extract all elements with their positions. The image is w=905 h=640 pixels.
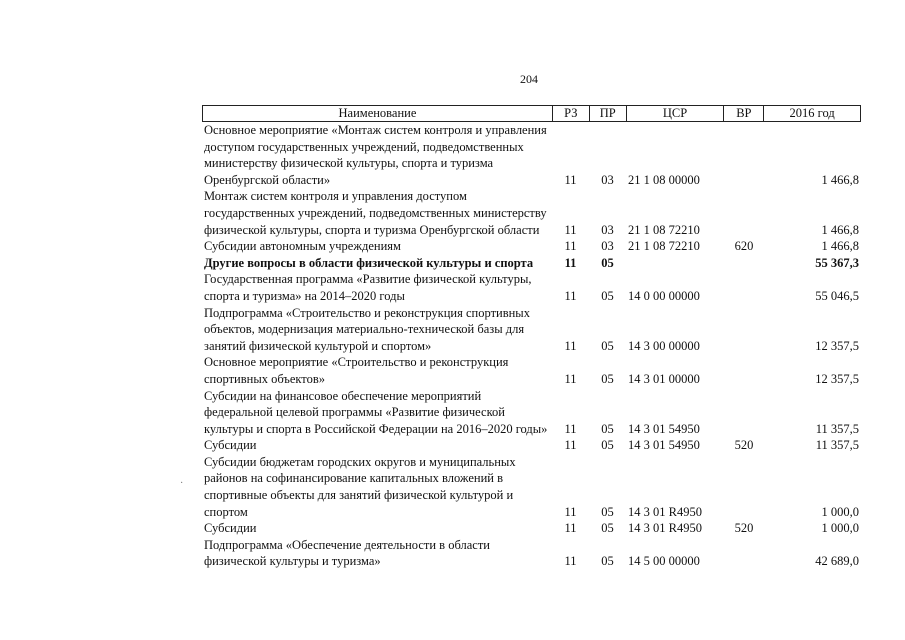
row-rz: 11 <box>564 338 577 353</box>
budget-table <box>202 105 861 570</box>
row-pr: 05 <box>601 504 614 519</box>
row-rz: 11 <box>564 521 577 536</box>
table-row <box>202 238 861 255</box>
row-pr: 03 <box>601 222 614 237</box>
table-body <box>202 122 861 570</box>
header-csr: ЦСР <box>626 106 724 121</box>
row-vr: 620 <box>734 239 754 254</box>
row-rz: 11 <box>564 222 577 237</box>
header-pr: ПР <box>589 106 626 121</box>
table-row <box>202 188 861 238</box>
header-rz: РЗ <box>552 106 589 121</box>
table-row <box>202 437 861 454</box>
row-name: Субсидии на финансовое обеспечение мероприятий федеральной целевой программы «Развитие физической культуры и спорта в Российской Федерации на 2016–2020 годы» <box>204 388 548 436</box>
row-name: Основное мероприятие «Монтаж систем контроля и управления доступом государственных учреждений, подведомственных министерству физической культуры, спорта и туризма Оренбургской области» <box>204 123 547 187</box>
table-row <box>202 122 861 188</box>
row-csr: 14 5 00 00000 <box>628 554 700 569</box>
row-rz: 11 <box>564 288 577 303</box>
row-csr: 14 3 01 R4950 <box>628 504 702 519</box>
row-pr: 03 <box>601 239 614 254</box>
row-name: Субсидии <box>204 521 257 536</box>
table-row <box>202 354 861 387</box>
row-rz: 11 <box>564 255 577 270</box>
row-pr: 05 <box>601 255 614 270</box>
row-pr: 05 <box>601 521 614 536</box>
row-name: Субсидии автономным учреждениям <box>204 239 401 254</box>
table-row <box>202 454 861 520</box>
row-rz: 11 <box>564 504 577 519</box>
page-number: 204 <box>520 72 538 86</box>
row-rz: 11 <box>564 172 577 187</box>
table-row <box>202 388 861 438</box>
row-csr: 14 3 01 54950 <box>628 421 700 436</box>
row-amount: 1 000,0 <box>821 504 859 519</box>
table-row <box>202 520 861 537</box>
row-name: Другие вопросы в области физической культуры и спорта <box>204 255 534 270</box>
row-amount: 11 357,5 <box>815 438 859 453</box>
row-pr: 03 <box>601 172 614 187</box>
row-csr: 21 1 08 72210 <box>628 222 700 237</box>
row-csr: 21 1 08 00000 <box>628 172 700 187</box>
row-amount: 11 357,5 <box>815 421 859 436</box>
row-amount: 12 357,5 <box>815 371 859 386</box>
row-amount: 1 466,8 <box>821 239 859 254</box>
row-name: Подпрограмма «Строительство и реконструкция спортивных объектов, модернизация материально-технической базы для занятий физической культурой и спортом» <box>204 305 530 353</box>
table-row <box>202 271 861 304</box>
row-rz: 11 <box>564 438 577 453</box>
row-name: Подпрограмма «Обеспечение деятельности в области физической культуры и туризма» <box>204 537 490 569</box>
row-csr: 14 0 00 00000 <box>628 288 700 303</box>
row-csr: 14 3 01 54950 <box>628 438 700 453</box>
row-name: Основное мероприятие «Строительство и реконструкция спортивных объектов» <box>204 355 509 386</box>
header-vr: ВР <box>723 106 763 121</box>
row-amount: 1 466,8 <box>821 222 859 237</box>
row-amount: 55 367,3 <box>815 255 859 270</box>
row-pr: 05 <box>601 288 614 303</box>
scan-mark: · <box>180 478 184 489</box>
row-rz: 11 <box>564 554 577 569</box>
row-amount: 55 046,5 <box>815 288 859 303</box>
row-name: Государственная программа «Развитие физической культуры, спорта и туризма» на 2014–2020 годы <box>204 272 532 303</box>
row-vr: 520 <box>734 438 754 453</box>
table-row <box>202 537 861 570</box>
row-pr: 05 <box>601 371 614 386</box>
row-csr: 14 3 01 R4950 <box>628 521 702 536</box>
row-pr: 05 <box>601 438 614 453</box>
row-name: Субсидии бюджетам городских округов и муниципальных районов на софинансирование капитальных вложений в спортивные объекты для занятий физической культурой и спортом <box>204 454 516 519</box>
header-year: 2016 год <box>763 106 860 121</box>
row-vr: 520 <box>734 521 754 536</box>
row-rz: 11 <box>564 239 577 254</box>
row-pr: 05 <box>601 338 614 353</box>
row-pr: 05 <box>601 421 614 436</box>
row-csr: 14 3 01 00000 <box>628 371 700 386</box>
row-name: Монтаж систем контроля и управления доступом государственных учреждений, подведомственных министерству физической культуры, спорта и туризма Оренбургской области <box>204 189 547 237</box>
row-amount: 1 466,8 <box>821 172 859 187</box>
row-name: Субсидии <box>204 438 257 453</box>
header-name: Наименование <box>338 106 417 120</box>
row-rz: 11 <box>564 371 577 386</box>
row-rz: 11 <box>564 421 577 436</box>
table-row <box>202 305 861 355</box>
table-header <box>202 105 861 122</box>
row-amount: 42 689,0 <box>815 554 859 569</box>
row-pr: 05 <box>601 554 614 569</box>
table-row <box>202 255 861 272</box>
row-amount: 1 000,0 <box>821 521 859 536</box>
row-csr: 14 3 00 00000 <box>628 338 700 353</box>
row-amount: 12 357,5 <box>815 338 859 353</box>
row-csr: 21 1 08 72210 <box>628 239 700 254</box>
